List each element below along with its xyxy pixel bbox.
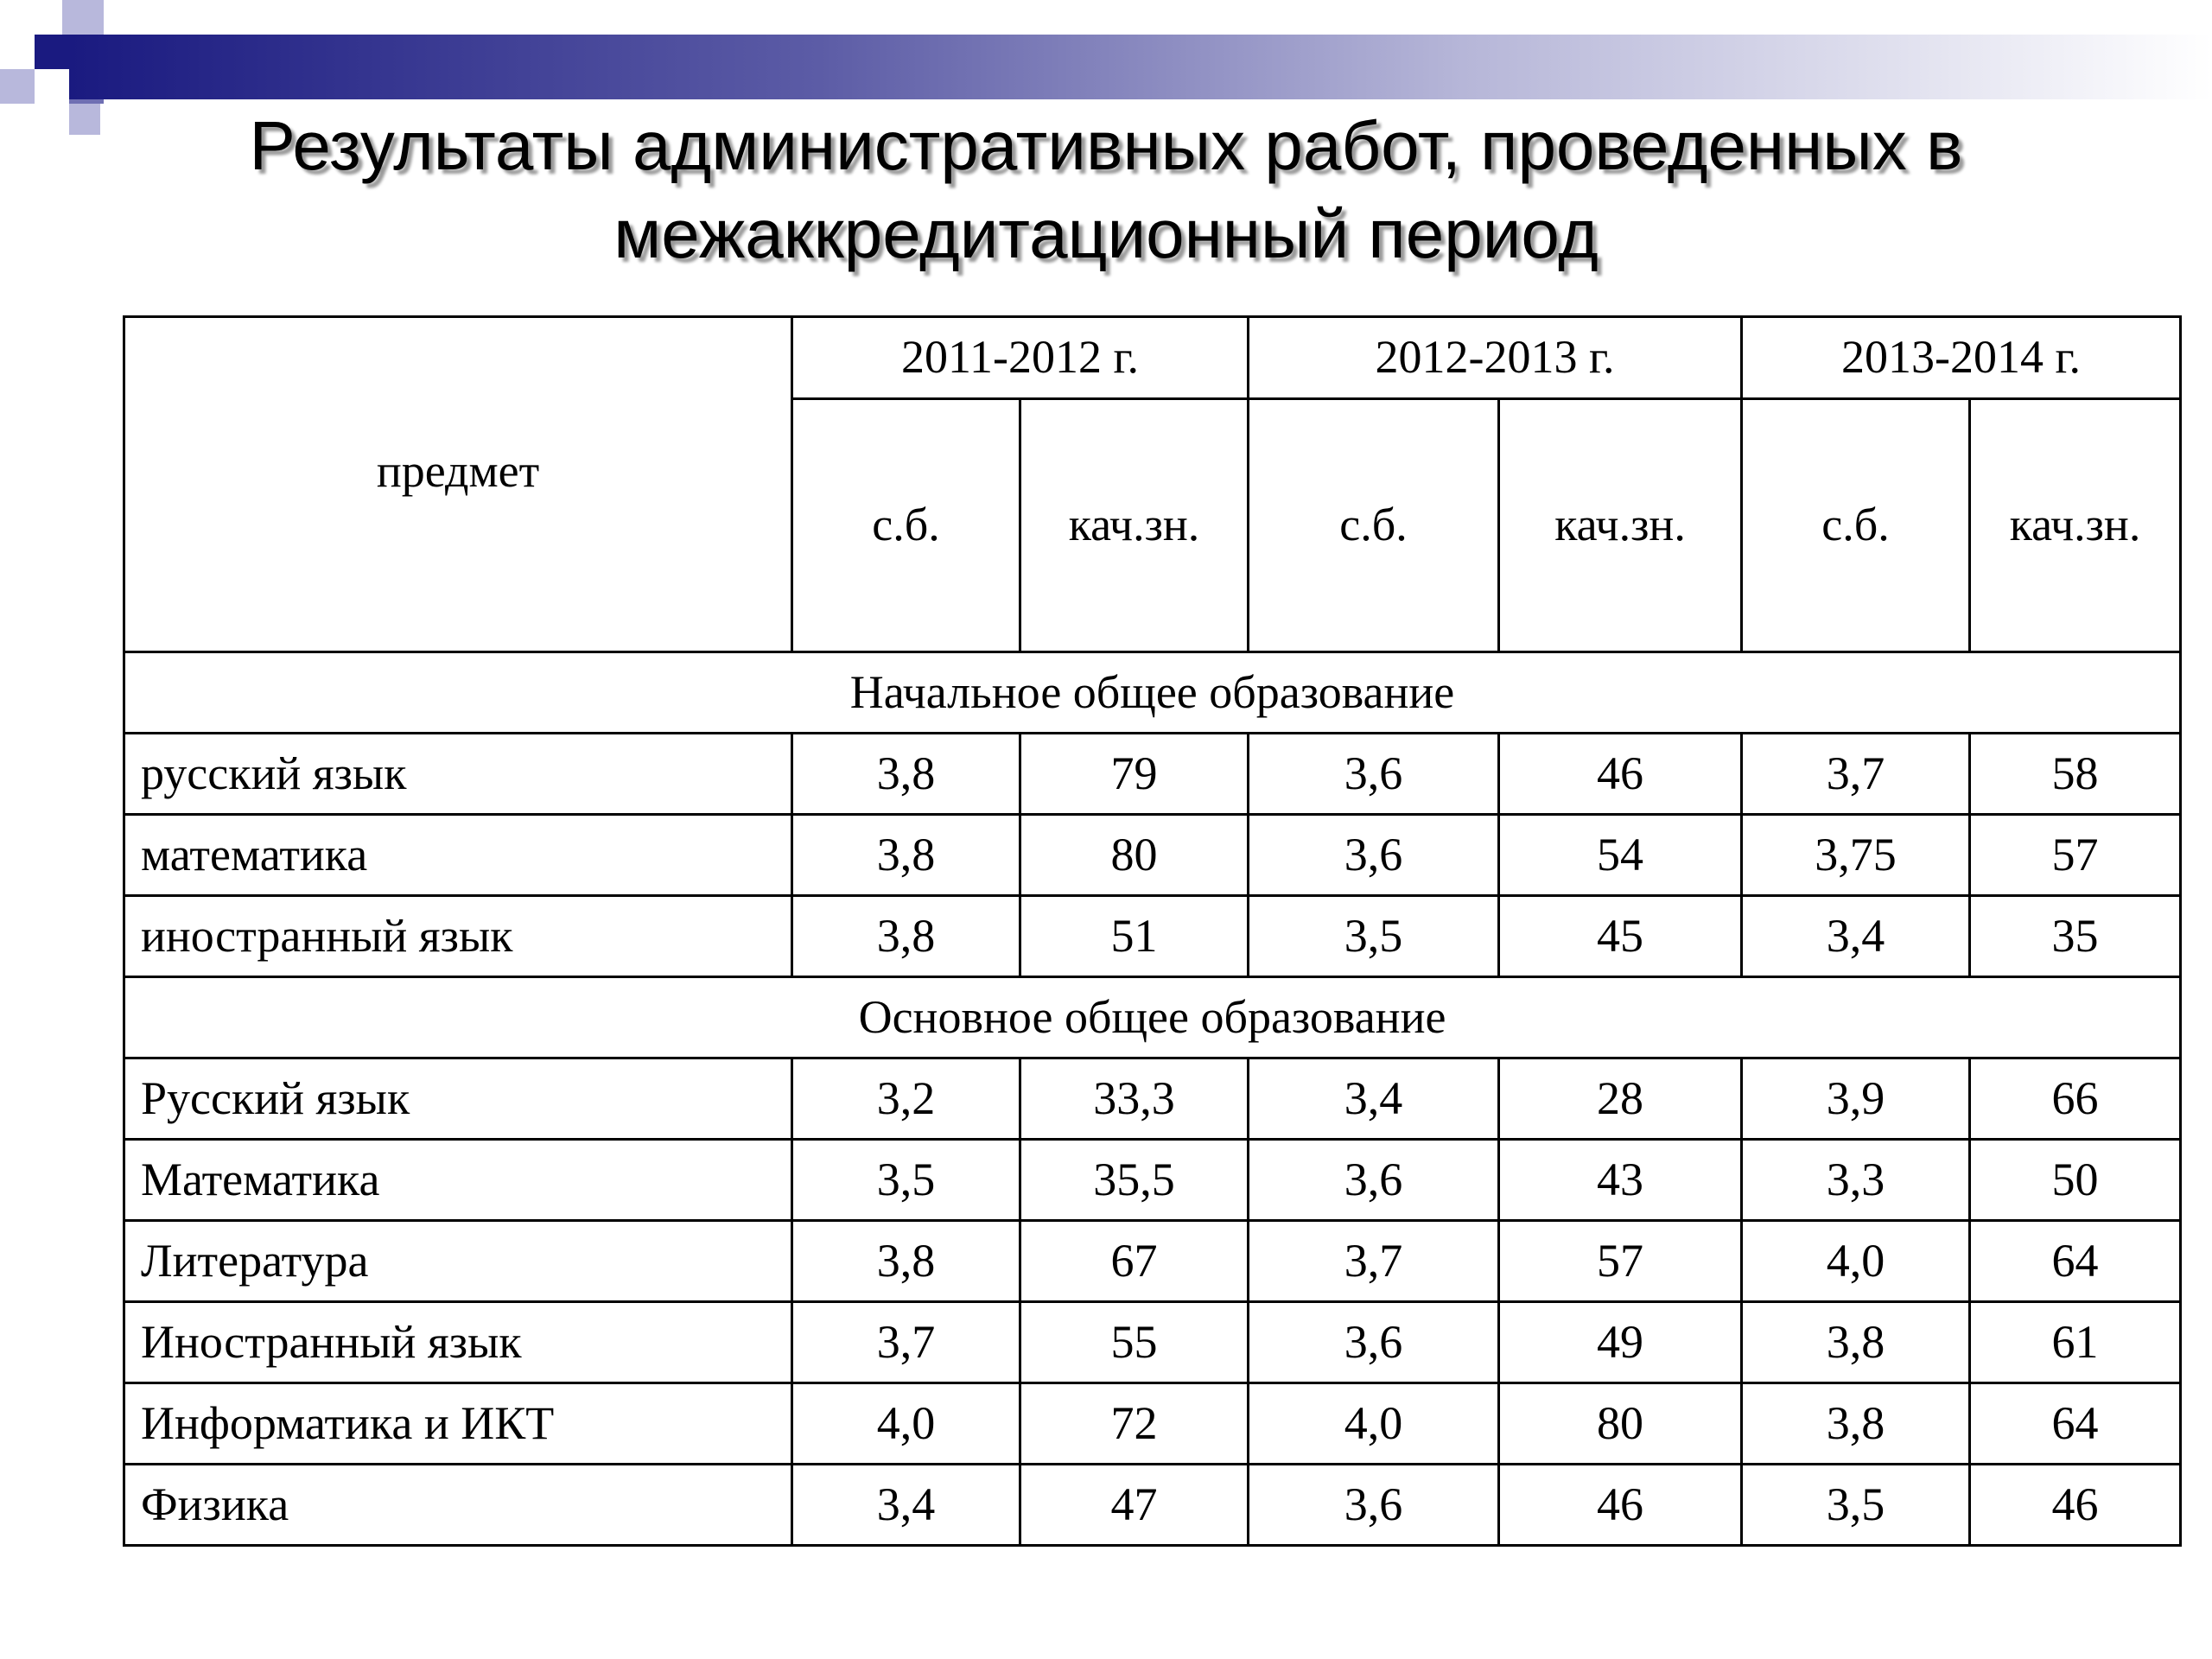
value-cell: 3,75 — [1742, 815, 1970, 896]
slide-title — [52, 102, 2160, 278]
table-row — [124, 1058, 2181, 1140]
subject-column-header: предмет — [124, 317, 792, 652]
metric-header-quality: кач.зн. — [1499, 399, 1742, 652]
value-cell: 66 — [1970, 1058, 2181, 1140]
value-cell: 64 — [1970, 1383, 2181, 1465]
value-cell: 57 — [1970, 815, 2181, 896]
table-row — [124, 1465, 2181, 1546]
table-row — [124, 896, 2181, 977]
value-cell: 3,2 — [792, 1058, 1020, 1140]
value-cell: 3,6 — [1249, 815, 1499, 896]
slide-title-line-2: межаккредитационный период — [613, 195, 1599, 272]
value-cell: 3,6 — [1249, 1465, 1499, 1546]
value-cell: 3,8 — [792, 734, 1020, 815]
value-cell: 3,7 — [1742, 734, 1970, 815]
value-cell: 80 — [1020, 815, 1249, 896]
value-cell: 51 — [1020, 896, 1249, 977]
subject-cell: Литература — [124, 1221, 792, 1302]
value-cell: 3,4 — [1742, 896, 1970, 977]
value-cell: 46 — [1970, 1465, 2181, 1546]
value-cell: 33,3 — [1020, 1058, 1249, 1140]
subject-cell: Физика — [124, 1465, 792, 1546]
metric-header-avg-score: с.б. — [1249, 399, 1499, 652]
value-cell: 3,7 — [1249, 1221, 1499, 1302]
value-cell: 47 — [1020, 1465, 1249, 1546]
subject-cell: Математика — [124, 1140, 792, 1221]
subject-cell: математика — [124, 815, 792, 896]
table-row — [124, 815, 2181, 896]
subject-cell: Информатика и ИКТ — [124, 1383, 792, 1465]
value-cell: 46 — [1499, 1465, 1742, 1546]
value-cell: 61 — [1970, 1302, 2181, 1383]
value-cell: 35 — [1970, 896, 2181, 977]
value-cell: 3,5 — [1742, 1465, 1970, 1546]
value-cell: 72 — [1020, 1383, 1249, 1465]
value-cell: 3,8 — [792, 1221, 1020, 1302]
subject-cell: Русский язык — [124, 1058, 792, 1140]
value-cell: 3,4 — [1249, 1058, 1499, 1140]
section-title-primary: Начальное общее образование — [124, 652, 2181, 734]
value-cell: 49 — [1499, 1302, 1742, 1383]
subject-cell: Иностранный язык — [124, 1302, 792, 1383]
metric-header-avg-score: с.б. — [792, 399, 1020, 652]
value-cell: 3,6 — [1249, 1302, 1499, 1383]
value-cell: 3,7 — [792, 1302, 1020, 1383]
table-row — [124, 1383, 2181, 1465]
deco-square-light-left — [0, 69, 35, 104]
value-cell: 4,0 — [792, 1383, 1020, 1465]
year-header-2013-2014: 2013-2014 г. — [1742, 317, 2181, 399]
value-cell: 54 — [1499, 815, 1742, 896]
value-cell: 57 — [1499, 1221, 1742, 1302]
value-cell: 3,9 — [1742, 1058, 1970, 1140]
value-cell: 3,8 — [792, 815, 1020, 896]
value-cell: 3,3 — [1742, 1140, 1970, 1221]
value-cell: 3,8 — [1742, 1383, 1970, 1465]
year-header-2012-2013: 2012-2013 г. — [1249, 317, 1742, 399]
deco-square-dark — [35, 35, 69, 69]
results-table — [123, 315, 2182, 1547]
value-cell: 3,4 — [792, 1465, 1020, 1546]
deco-gradient-bar — [69, 35, 2212, 99]
deco-square-light-top — [62, 0, 104, 35]
value-cell: 55 — [1020, 1302, 1249, 1383]
value-cell: 35,5 — [1020, 1140, 1249, 1221]
value-cell: 45 — [1499, 896, 1742, 977]
value-cell: 46 — [1499, 734, 1742, 815]
year-header-row — [124, 317, 2181, 399]
value-cell: 3,6 — [1249, 1140, 1499, 1221]
metric-header-avg-score: с.б. — [1742, 399, 1970, 652]
year-header-2011-2012: 2011-2012 г. — [792, 317, 1249, 399]
value-cell: 67 — [1020, 1221, 1249, 1302]
section-title-basic: Основное общее образование — [124, 977, 2181, 1058]
value-cell: 3,8 — [1742, 1302, 1970, 1383]
table-row — [124, 1221, 2181, 1302]
metric-header-quality: кач.зн. — [1970, 399, 2181, 652]
value-cell: 80 — [1499, 1383, 1742, 1465]
value-cell: 3,5 — [1249, 896, 1499, 977]
slide-title-line-1: Результаты административных работ, проведенных в — [249, 107, 1963, 184]
value-cell: 4,0 — [1742, 1221, 1970, 1302]
value-cell: 28 — [1499, 1058, 1742, 1140]
value-cell: 3,8 — [792, 896, 1020, 977]
value-cell: 3,5 — [792, 1140, 1020, 1221]
subject-cell: иностранный язык — [124, 896, 792, 977]
value-cell: 43 — [1499, 1140, 1742, 1221]
table-row — [124, 1302, 2181, 1383]
value-cell: 50 — [1970, 1140, 2181, 1221]
table-row — [124, 1140, 2181, 1221]
value-cell: 58 — [1970, 734, 2181, 815]
value-cell: 3,6 — [1249, 734, 1499, 815]
section-row — [124, 652, 2181, 734]
table-row — [124, 734, 2181, 815]
section-row — [124, 977, 2181, 1058]
metric-header-quality: кач.зн. — [1020, 399, 1249, 652]
subject-cell: русский язык — [124, 734, 792, 815]
value-cell: 64 — [1970, 1221, 2181, 1302]
value-cell: 4,0 — [1249, 1383, 1499, 1465]
value-cell: 79 — [1020, 734, 1249, 815]
